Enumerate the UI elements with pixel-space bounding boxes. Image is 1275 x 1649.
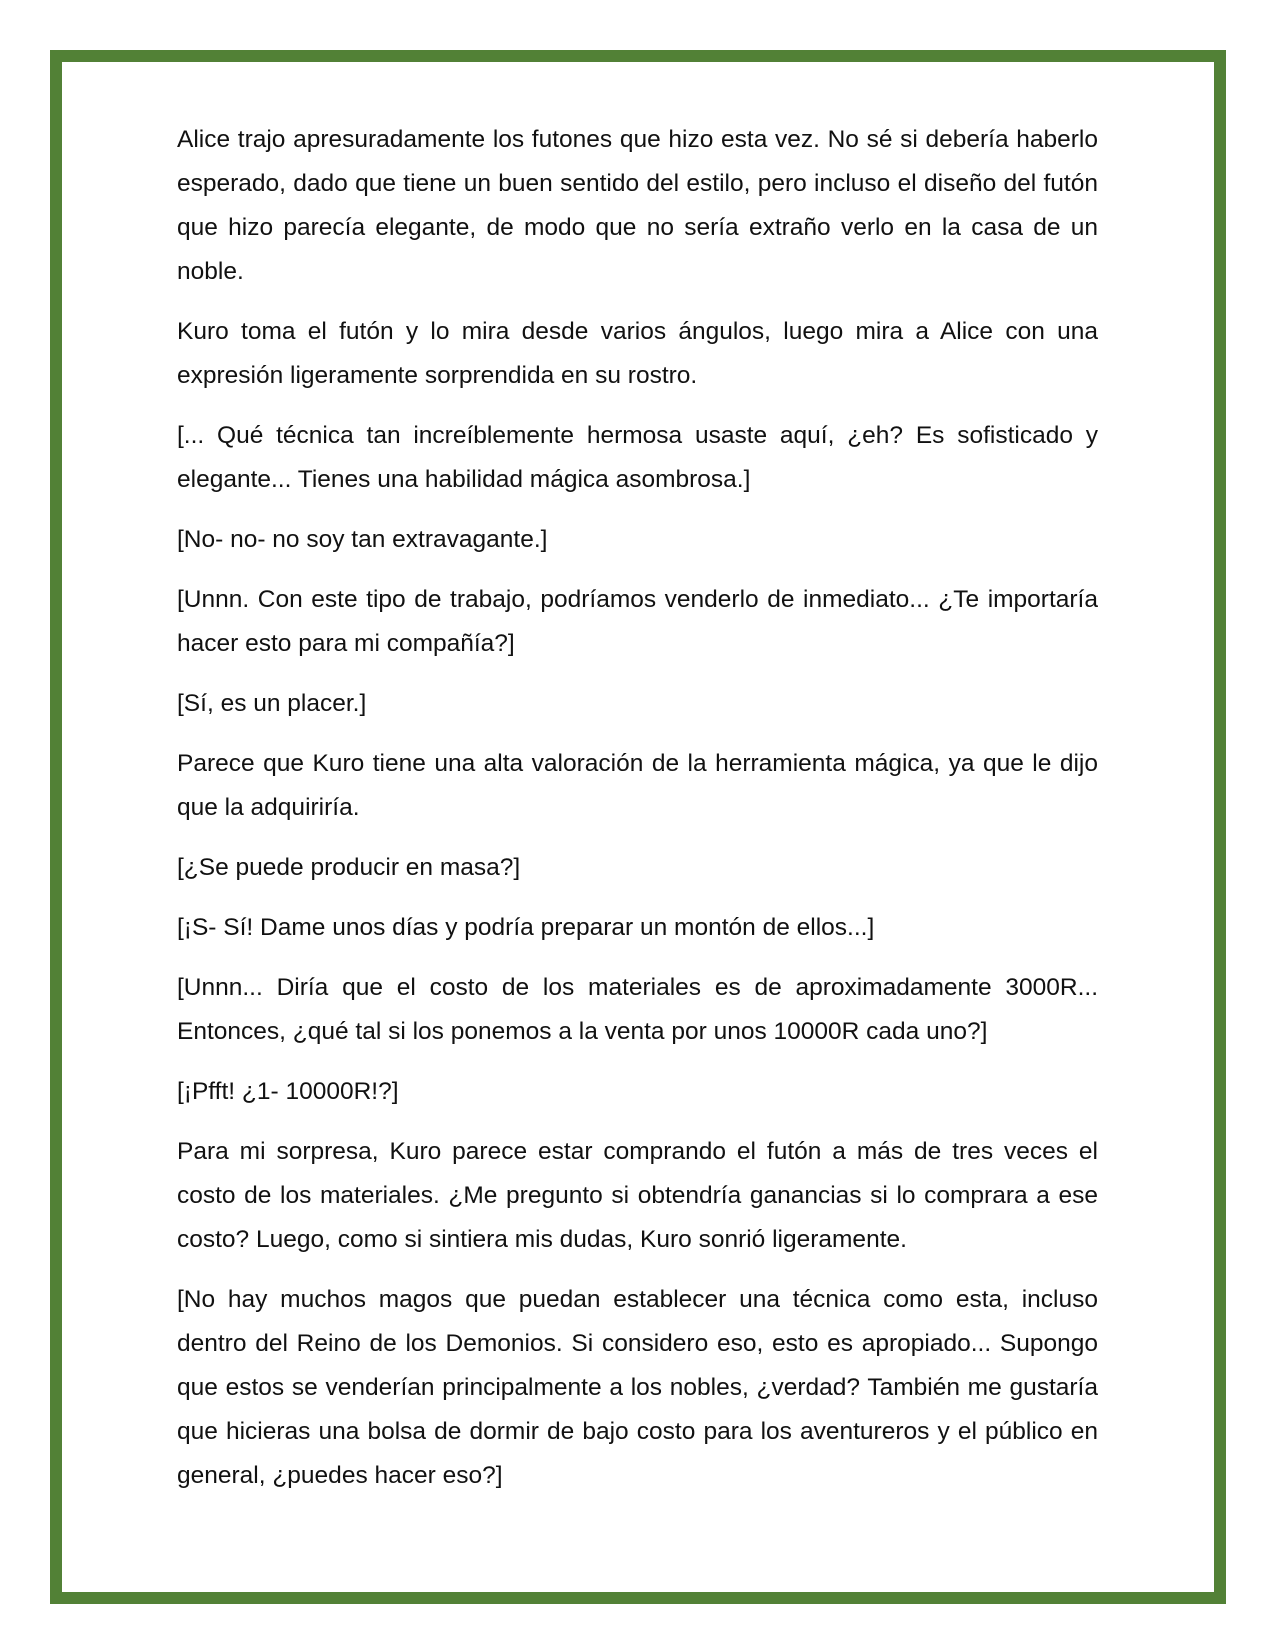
paragraph: Parece que Kuro tiene una alta valoración de la herramienta mágica, ya que le dijo que la adquiriría. — [177, 750, 1098, 821]
paragraph: [Unnn. Con este tipo de trabajo, podríamos venderlo de inmediato... ¿Te importaría hacer esto para mi compañía?] — [177, 586, 1098, 657]
document-body — [177, 118, 1098, 1514]
paragraph: [No hay muchos magos que puedan establecer una técnica como esta, incluso dentro del Reino de los Demonios. Si considero eso, esto es apropiado... Supongo que estos se venderían principalmente a los nobles, ¿verdad? También me gustaría que hicieras una bolsa de dormir de bajo costo para los aventureros y el público en general, ¿puedes hacer eso?] — [177, 1286, 1098, 1489]
paragraph: Alice trajo apresuradamente los futones que hizo esta vez. No sé si debería haberlo esperado, dado que tiene un buen sentido del estilo, pero incluso el diseño del futón que hizo parecía elegante, de modo que no sería extraño verlo en la casa de un noble. — [177, 126, 1098, 285]
paragraph: [¡Pfft! ¿1- 10000R!?] — [177, 1078, 399, 1105]
paragraph: Para mi sorpresa, Kuro parece estar comprando el futón a más de tres veces el costo de los materiales. ¿Me pregunto si obtendría ganancias si lo comprara a ese costo? Luego, como si sintiera mis dudas, Kuro sonrió ligeramente. — [177, 1138, 1098, 1253]
paragraph: [¿Se puede producir en masa?] — [177, 854, 521, 881]
paragraph: [Sí, es un placer.] — [177, 690, 367, 717]
paragraph: [... Qué técnica tan increíblemente hermosa usaste aquí, ¿eh? Es sofisticado y elegante... Tienes una habilidad mágica asombrosa.] — [177, 422, 1098, 493]
paragraph: [Unnn... Diría que el costo de los materiales es de aproximadamente 3000R... Entonces, ¿qué tal si los ponemos a la venta por unos 10000R cada uno?] — [177, 974, 1098, 1045]
paragraph: [¡S- Sí! Dame unos días y podría preparar un montón de ellos...] — [177, 914, 875, 941]
paragraph: [No- no- no soy tan extravagante.] — [177, 526, 548, 553]
paragraph: Kuro toma el futón y lo mira desde varios ángulos, luego mira a Alice con una expresión ligeramente sorprendida en su rostro. — [177, 318, 1098, 389]
